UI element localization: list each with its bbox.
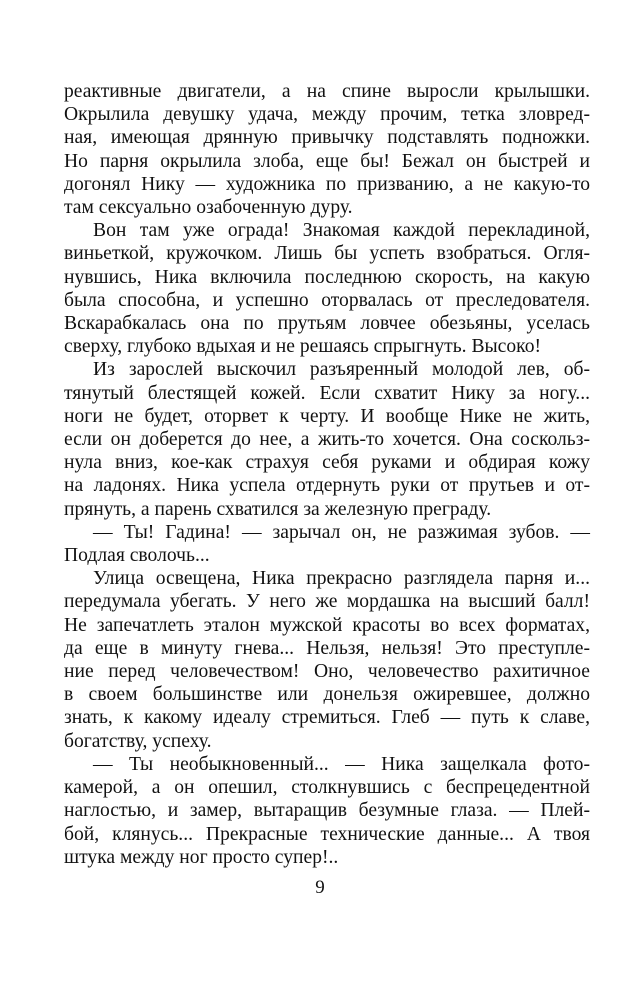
text-line: Улица освещена, Ника прекрасно разглядела парня и...: [93, 568, 590, 590]
text-line: на ладонях. Ника успела отдернуть руки от прутьев и от-: [64, 475, 590, 497]
text-line: в своем большинстве или донельзя ожиревшее, должно: [64, 684, 590, 706]
text-line: Окрылила девушку удача, между прочим, тетка зловред-: [64, 104, 590, 126]
text-line: реактивные двигатели, а на спине выросли крылышки.: [64, 81, 590, 102]
page-body: [64, 80, 590, 869]
text-line: прянуть, а парень схватился за железную преграду.: [64, 498, 492, 520]
text-line: если он доберется до нее, а жить-то хочется. Она соскольз-: [64, 429, 590, 451]
paragraph-5: [64, 567, 590, 753]
text-line: виньеткой, кружочком. Лишь бы успеть взобраться. Огля-: [64, 243, 590, 265]
text-line: богатству, успеху.: [64, 730, 212, 752]
paragraph-4: [64, 521, 590, 567]
text-line: нула вниз, кое-как страхуя себя руками и обдирая кожу: [64, 452, 590, 474]
text-line: там сексуально озабоченную дуру.: [64, 197, 353, 219]
text-line: — Ты! Гадина! — зарычал он, не разжимая зубов. —: [93, 521, 590, 543]
text-line: сверху, глубоко вдыхая и не решаясь спрыгнуть. Высоко!: [64, 336, 542, 358]
text-line: догонял Нику — художника по призванию, а не какую-то: [64, 173, 590, 195]
text-line: Подлая сволочь...: [64, 545, 210, 567]
text-line: ная, имеющая дрянную привычку подставлять подножки.: [64, 127, 590, 149]
text-line: да еще в минуту гнева... Нельзя, нельзя! Это преступле-: [64, 637, 590, 659]
text-line: Вскарабкалась она по прутьям ловчее обезьяны, уселась: [64, 313, 590, 335]
text-line: штука между ног просто супер!..: [64, 846, 339, 868]
text-line: Вон там уже ограда! Знакомая каждой перекладиной,: [93, 220, 590, 242]
text-line: Не запечатлеть эталон мужской красоты во всех форматах,: [64, 614, 590, 636]
text-line: была способна, и успешно оторвалась от преследователя.: [64, 289, 590, 311]
paragraph-6: [64, 753, 590, 869]
text-line: бой, клянусь... Прекрасные технические данные... А твоя: [64, 823, 590, 845]
text-line: Из зарослей выскочил разъяренный молодой лев, об-: [93, 359, 590, 381]
text-line: нувшись, Ника включила последнюю скорость, на какую: [64, 266, 590, 288]
paragraph-3: [64, 358, 590, 520]
text-line: наглостью, и замер, вытаращив безумные глаза. — Плей-: [64, 800, 590, 822]
paragraph-1: [64, 80, 590, 219]
text-line: знать, к какому идеалу стремиться. Глеб — путь к славе,: [64, 707, 590, 729]
text-line: Но парня окрылила злоба, еще бы! Бежал он быстрей и: [64, 150, 590, 172]
page-number: 9: [315, 877, 325, 898]
text-line: ние перед человечеством! Оно, человечество рахитичное: [64, 661, 590, 683]
text-line: ноги не будет, оторвет к черту. И вообще Нике не жить,: [64, 405, 590, 427]
text-line: камерой, а он опешил, столкнувшись с беспрецедентной: [64, 777, 590, 799]
text-line: передумала убегать. У него же мордашка на высший балл!: [64, 591, 590, 613]
text-line: — Ты необыкновенный... — Ника защелкала фото-: [93, 753, 590, 775]
text-line: тянутый блестящей кожей. Если схватит Нику за ногу...: [64, 382, 590, 404]
paragraph-2: [64, 219, 590, 358]
